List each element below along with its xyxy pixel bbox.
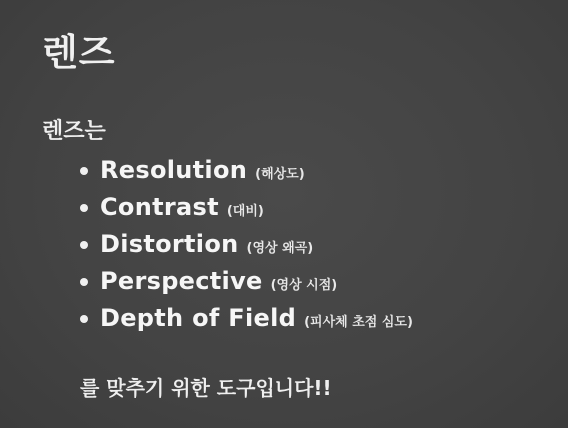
bullet-gloss: (대비) xyxy=(226,204,264,219)
bullet-item-resolution xyxy=(80,151,413,188)
bullet-term: Perspective xyxy=(100,266,263,295)
bullet-gloss: (영상 시점) xyxy=(270,278,338,293)
bullet-dot-icon xyxy=(80,315,88,323)
bullet-dot-icon xyxy=(80,241,88,249)
intro-text: 렌즈는 xyxy=(42,119,106,144)
bullet-gloss: (해상도) xyxy=(255,167,305,182)
bullet-gloss: (피사체 초점 심도) xyxy=(304,315,413,330)
bullet-dot-icon xyxy=(80,204,88,212)
closing-text: 를 맞추기 위한 도구입니다!! xyxy=(80,376,332,400)
bullet-item-distortion xyxy=(80,225,413,262)
bullet-item-perspective xyxy=(80,262,413,299)
bullet-term: Contrast xyxy=(100,192,219,221)
bullet-dot-icon xyxy=(80,278,88,286)
slide-title: 렌즈 xyxy=(42,31,116,74)
bullet-term: Distortion xyxy=(100,229,239,258)
bullet-item-depth-of-field xyxy=(80,299,413,336)
bullet-dot-icon xyxy=(80,167,88,175)
bullet-term: Resolution xyxy=(100,155,248,184)
bullet-gloss: (영상 왜곡) xyxy=(246,241,314,256)
bullet-list xyxy=(80,151,413,336)
bullet-item-contrast xyxy=(80,188,413,225)
bullet-term: Depth of Field xyxy=(100,303,297,332)
